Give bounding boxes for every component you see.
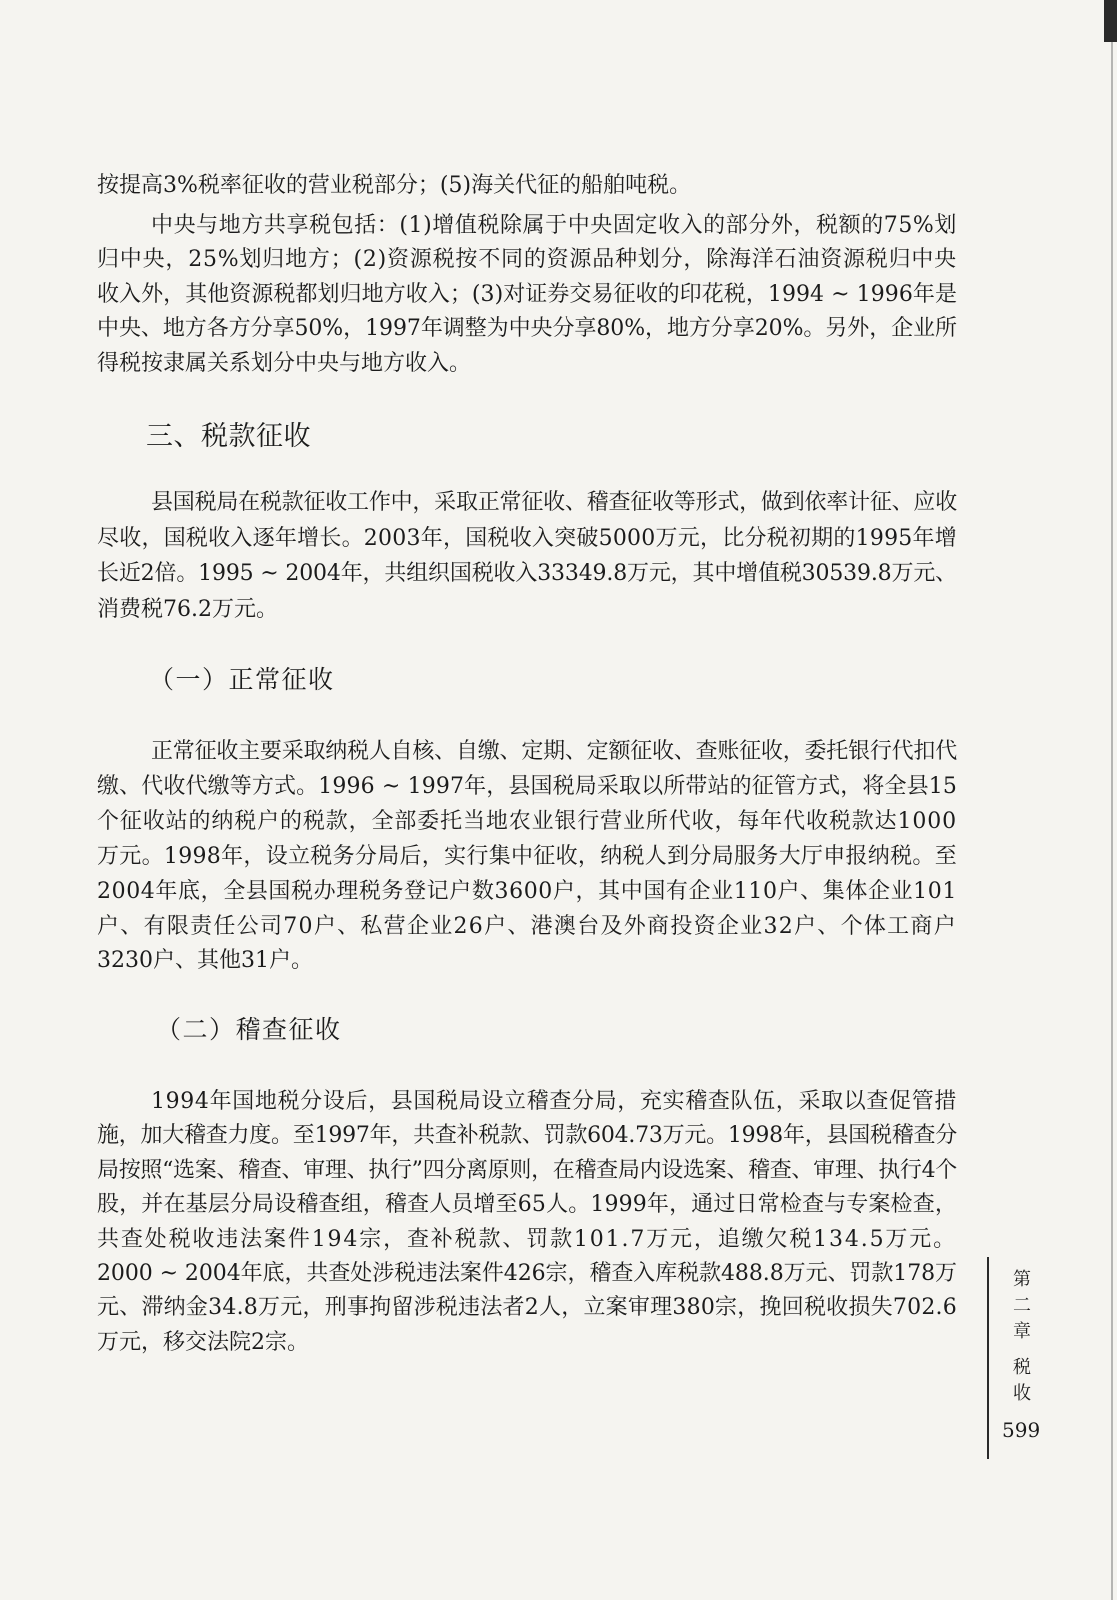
line-text: 缴、代收代缴等方式。1996 ~ 1997年，县国税局采取以所带站的征管方式，将全县15: [97, 773, 957, 799]
line-text: 县国税局在税款征收工作中，采取正常征收、稽查征收等形式，做到依率计征、应收: [151, 490, 957, 515]
margin-divider: [987, 1257, 989, 1459]
text-line: [97, 944, 957, 979]
line-text: 中央与地方共享税包括：(1)增值税除属于中央固定收入的部分外，税额的75%划: [151, 213, 957, 238]
text-line: [97, 169, 957, 203]
text-line: [97, 556, 957, 592]
line-text: 施，加大稽查力度。至1997年，共查补税款、罚款604.73万元。1998年，县国税稽查分: [97, 1123, 957, 1149]
text-line: [97, 875, 957, 910]
line-text: 共查处税收违法案件194宗，查补税款、罚款101.7万元，追缴欠税134.5万元。: [97, 1226, 957, 1252]
text-line: [97, 243, 957, 277]
line-text: 消费税76.2万元。: [97, 596, 278, 622]
text-line: [97, 1326, 957, 1360]
text-line: [97, 1291, 957, 1325]
line-text: 局按照“选案、稽查、审理、执行”四分离原则，在稽查局内设选案、稽查、审理、执行4个: [97, 1157, 957, 1183]
subsection-heading-normal: （一）正常征收: [149, 665, 335, 694]
paragraph-audit-collection: [97, 1085, 957, 1360]
line-text: 个征收站的纳税户的税款，全部委托当地农业银行营业所代收，每年代收税款达1000: [97, 808, 957, 834]
line-text: 正常征收主要采取纳税人自核、自缴、定期、定额征收、查账征收，委托银行代扣代: [151, 739, 957, 764]
line-text: 尽收，国税收入逐年增长。2003年，国税收入突破5000万元，比分税初期的1995年增: [97, 525, 957, 551]
line-text: 股，并在基层分局设稽查组，稽查人员增至65人。1999年，通过日常检查与专案检查，: [97, 1192, 957, 1218]
text-line: [97, 805, 957, 840]
paragraph-shared-tax: [97, 209, 957, 381]
text-line: [151, 209, 957, 243]
text-line: [97, 910, 957, 945]
line-text: 2004年底，全县国税办理税务登记户数3600户，其中国有企业110户、集体企业101: [97, 878, 957, 904]
text-line: [97, 592, 957, 628]
line-text: 得税按隶属关系划分中央与地方收入。: [97, 350, 472, 376]
line-text: 按提高3%税率征收的营业税部分；(5)海关代征的船舶吨税。: [97, 173, 692, 198]
paragraph-normal-collection: [97, 735, 957, 979]
line-text: 万元。1998年，设立税务分局后，实行集中征收，纳税人到分局服务大厅申报纳税。至: [97, 843, 957, 869]
scan-edge-line: [1111, 0, 1113, 1600]
line-text: 户、有限责任公司70户、私营企业26户、港澳台及外商投资企业32户、个体工商户: [97, 913, 957, 939]
text-line: [151, 485, 957, 521]
text-line: [97, 521, 957, 557]
text-line: [97, 278, 957, 312]
page-number: 599: [1002, 1418, 1041, 1442]
running-head-chapter: 第二章: [1010, 1269, 1031, 1347]
paragraph-collection-intro: [97, 485, 957, 627]
line-text: 归中央，25%划归地方；(2)资源税按不同的资源品种划分，除海洋石油资源税归中央: [97, 247, 957, 273]
text-line: [97, 1119, 957, 1153]
line-text: 元、滞纳金34.8万元，刑事拘留涉税违法者2人，立案审理380宗，挽回税收损失702.6: [97, 1295, 957, 1321]
text-line: [97, 312, 957, 346]
text-line: [151, 735, 957, 770]
line-text: 2000 ~ 2004年底，共查处涉税违法案件426宗，稽查入库税款488.8万元、罚款178万: [97, 1261, 957, 1287]
line-text: 万元，移交法院2宗。: [97, 1329, 309, 1355]
text-line: [97, 347, 957, 381]
running-head-title: 税收: [1010, 1357, 1031, 1409]
line-text: 3230户、其他31户。: [97, 948, 313, 974]
text-line: [151, 1085, 957, 1119]
section-heading: 三、税款征收: [146, 421, 311, 452]
text-line: [97, 840, 957, 875]
scan-edge-shadow: [1104, 0, 1117, 42]
text-line: [97, 1188, 957, 1222]
text-line: [97, 1223, 957, 1257]
line-text: 长近2倍。1995 ~ 2004年，共组织国税收入33349.8万元，其中增值税30539.8万元、: [97, 561, 957, 587]
text-line: [97, 770, 957, 805]
text-line: [97, 1257, 957, 1291]
subsection-heading-audit: （二）稽查征收: [156, 1015, 342, 1044]
text-line: [97, 1154, 957, 1188]
paragraph-continuation: [97, 169, 957, 203]
line-text: 收入外，其他资源税都划归地方收入；(3)对证券交易征收的印花税，1994 ~ 1996年是: [97, 281, 957, 307]
line-text: 中央、地方各方分享50%，1997年调整为中央分享80%，地方分享20%。另外，企业所: [97, 316, 957, 342]
line-text: 1994年国地税分设后，县国税局设立稽查分局，充实稽查队伍，采取以查促管措: [151, 1089, 957, 1114]
